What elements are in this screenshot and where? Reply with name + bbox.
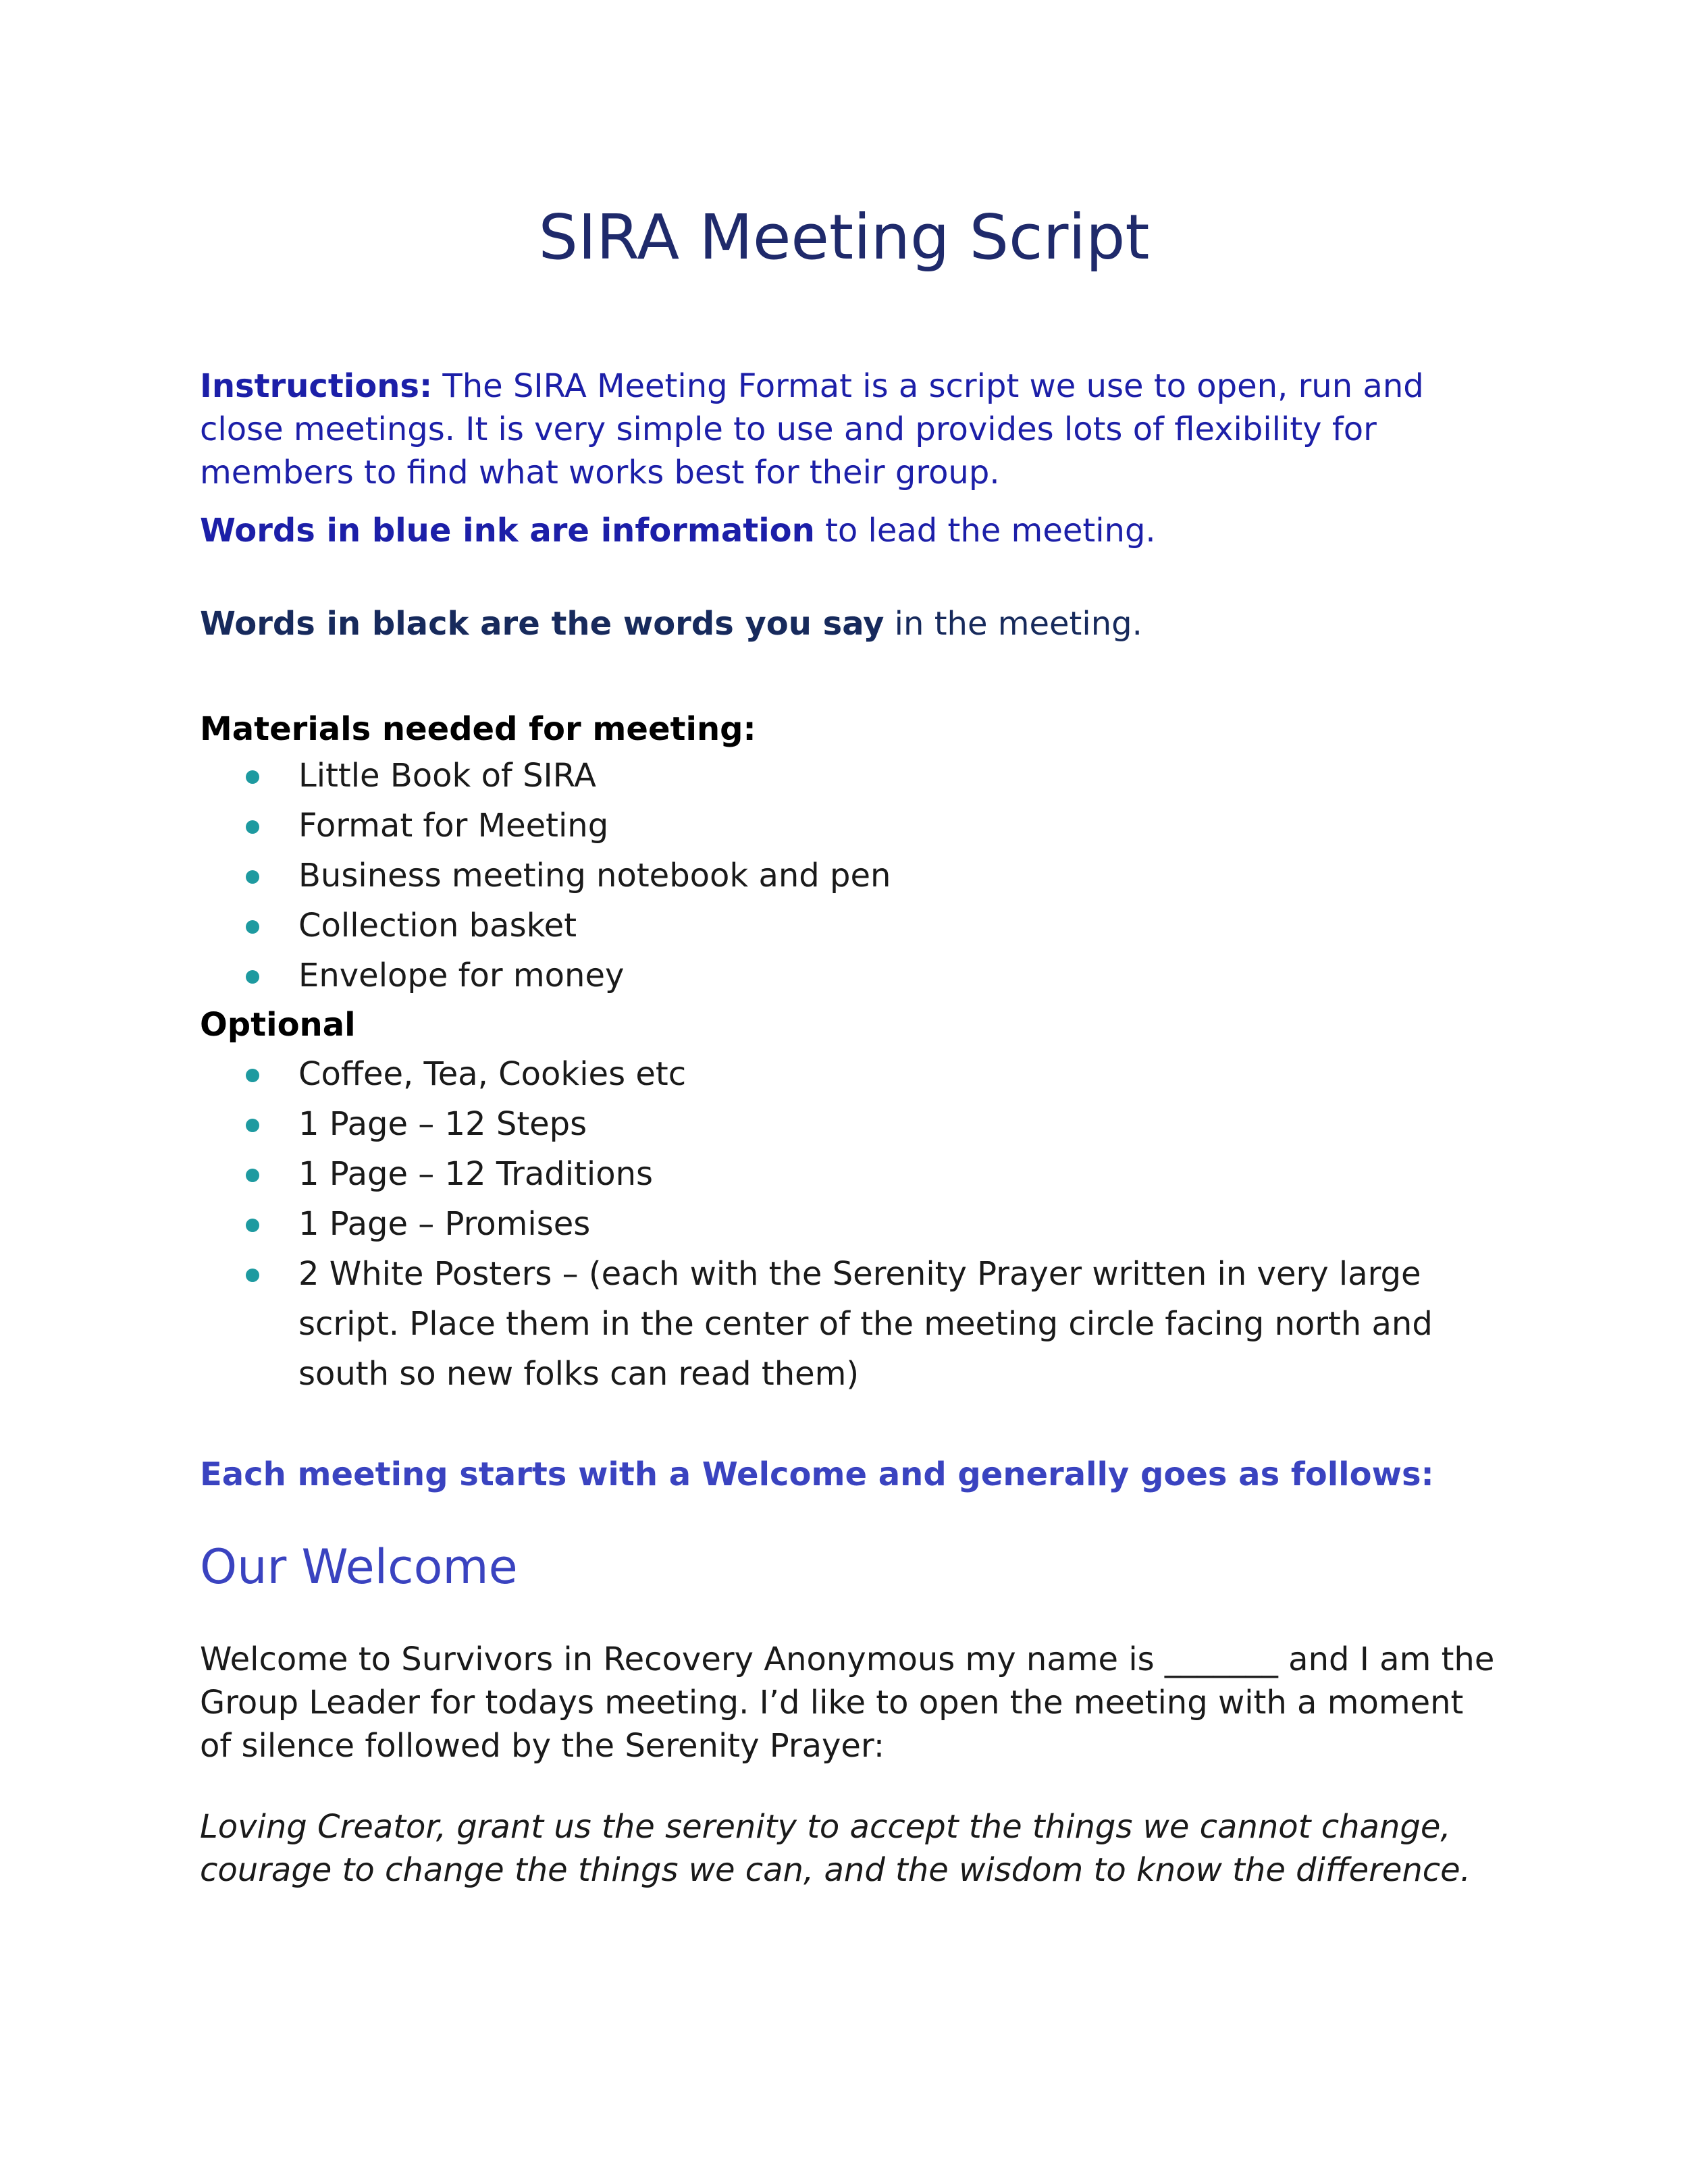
optional-heading: Optional <box>200 1006 356 1044</box>
list-item: Format for Meeting <box>200 801 1503 851</box>
list-item: 1 Page – 12 Steps <box>200 1099 1503 1149</box>
welcome-paragraph: Welcome to Survivors in Recovery Anonymous my name is _______ and I am the Group Leader for todays meeting. I’d like to open the meeting with a moment of silence followed by the Serenity Prayer: <box>200 1641 1495 1765</box>
optional-list <box>200 1049 1503 1399</box>
list-item: 2 White Posters – (each with the Serenity Prayer written in very large script. Place them in the center of the meeting circle facing north and south so new folks can read them) <box>200 1249 1503 1399</box>
each-meeting-note: Each meeting starts with a Welcome and generally goes as follows: <box>200 1456 1434 1493</box>
black-ink-note <box>200 602 1503 645</box>
instructions-label: Instructions: <box>200 367 433 405</box>
blue-ink-note-bold: Words in blue ink are information <box>200 512 815 550</box>
bullet-icon <box>246 1069 259 1082</box>
bullet-icon <box>246 770 259 784</box>
black-ink-note-bold: Words in black are the words you say <box>200 605 885 643</box>
list-item: Coffee, Tea, Cookies etc <box>200 1049 1503 1099</box>
bullet-icon <box>246 920 259 934</box>
instructions-paragraph <box>200 365 1503 494</box>
instructions-text: The SIRA Meeting Format is a script we use to open, run and close meetings. It is very simple to use and provides lots of flexibility for members to find what works best for their group. <box>200 367 1424 491</box>
blue-ink-note <box>200 509 1503 552</box>
page-title: SIRA Meeting Script <box>538 201 1150 273</box>
serenity-prayer: Loving Creator, grant us the serenity to accept the things we cannot change, courage to change the things we can, and the wisdom to know the difference. <box>200 1808 1471 1889</box>
bullet-icon <box>246 1119 259 1132</box>
blue-ink-note-rest: to lead the meeting. <box>814 512 1156 550</box>
materials-list <box>200 751 1503 1001</box>
bullet-icon <box>246 1169 259 1182</box>
bullet-icon <box>246 870 259 884</box>
list-item: Business meeting notebook and pen <box>200 851 1503 901</box>
list-item: 1 Page – 12 Traditions <box>200 1149 1503 1199</box>
list-item: Envelope for money <box>200 951 1503 1001</box>
list-item: Collection basket <box>200 901 1503 951</box>
bullet-icon <box>246 1219 259 1232</box>
black-ink-note-rest: in the meeting. <box>884 605 1142 643</box>
bullet-icon <box>246 820 259 834</box>
materials-heading: Materials needed for meeting: <box>200 710 756 748</box>
list-item: 1 Page – Promises <box>200 1199 1503 1249</box>
welcome-heading: Our Welcome <box>200 1539 518 1595</box>
list-item: Little Book of SIRA <box>200 751 1503 801</box>
document-body <box>200 365 1503 1892</box>
bullet-icon <box>246 970 259 984</box>
bullet-icon <box>246 1269 259 1282</box>
